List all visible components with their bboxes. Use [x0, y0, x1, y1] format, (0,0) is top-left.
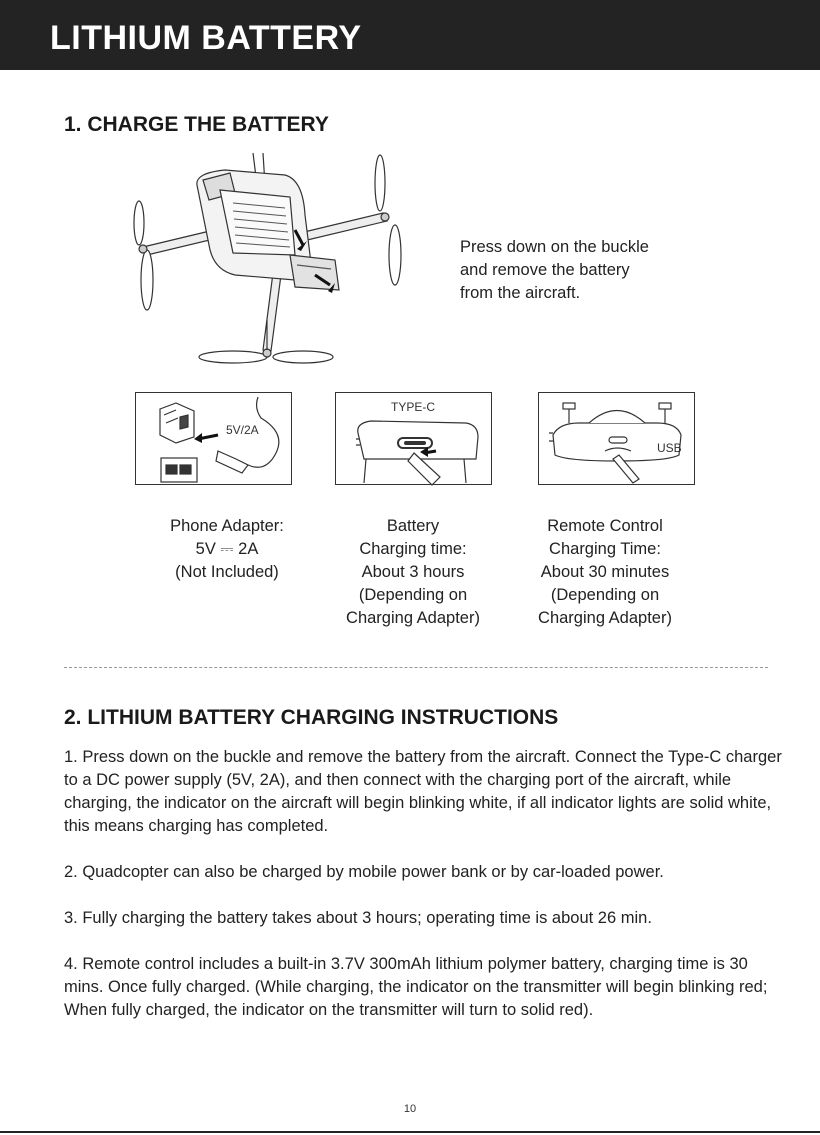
usb-label: USB: [657, 441, 682, 455]
caption-line: Charging Adapter): [346, 609, 480, 627]
caption-line: Charging Time:: [549, 540, 661, 558]
battery-illustration-box: [335, 392, 492, 485]
instruction-paragraph: 4. Remote control includes a built-in 3.7V 300mAh lithium polymer battery, charging time is 30 mins. Once fully charged. (While charging, the indicator on the transmitter will begin blinking red; When fully charged, the indicator on the transmitter will turn to solid red).: [64, 955, 768, 1019]
caption-line: Battery: [386, 517, 440, 535]
caption-line: 5V ⎓ 2A: [195, 540, 259, 558]
remove-battery-caption: [460, 236, 720, 305]
drone-illustration: [125, 145, 415, 370]
caption-line: (Not Included): [175, 563, 279, 581]
header-bar: [0, 0, 820, 70]
adapter-illustration-box: [135, 392, 292, 485]
caption-line: (Depending on: [358, 586, 468, 604]
caption-line: Phone Adapter:: [170, 517, 284, 535]
section-title-instructions: 2. LITHIUM BATTERY CHARGING INSTRUCTIONS: [64, 706, 559, 729]
caption-line: from the aircraft.: [460, 284, 581, 302]
instruction-paragraph: 2. Quadcopter can also be charged by mobile power bank or by car-loaded power.: [64, 863, 664, 881]
instruction-paragraph: 1. Press down on the buckle and remove the battery from the aircraft. Connect the Type-C charger to a DC power supply (5V, 2A), and then connect with the charging port of the aircraft, while charging, the indicator on the aircraft will begin blinking white, if all indicator lights are solid white, this means charging has completed.: [64, 748, 782, 835]
battery-caption: [313, 515, 513, 630]
caption-line: and remove the battery: [460, 261, 630, 279]
caption-line: Charging time:: [359, 540, 467, 558]
page-number: 10: [403, 1103, 417, 1115]
adapter-voltage-label: 5V/2A: [226, 423, 259, 437]
caption-line: (Depending on: [550, 586, 660, 604]
section-title-charge: 1. CHARGE THE BATTERY: [64, 113, 329, 136]
page-title: LITHIUM BATTERY: [50, 19, 362, 57]
type-c-label: TYPE-C: [391, 400, 436, 414]
instruction-paragraph: 3. Fully charging the battery takes about 3 hours; operating time is about 26 min.: [64, 909, 652, 927]
bottom-rule: [0, 1131, 820, 1133]
remote-caption: [505, 515, 705, 630]
caption-line: About 30 minutes: [540, 563, 670, 581]
adapter-caption: [127, 515, 327, 584]
caption-line: About 3 hours: [361, 563, 465, 581]
caption-line: Charging Adapter): [538, 609, 672, 627]
caption-line: Remote Control: [547, 517, 663, 535]
section-divider: [64, 667, 768, 668]
remote-illustration-box: [538, 392, 695, 485]
caption-line: Press down on the buckle: [460, 238, 649, 256]
